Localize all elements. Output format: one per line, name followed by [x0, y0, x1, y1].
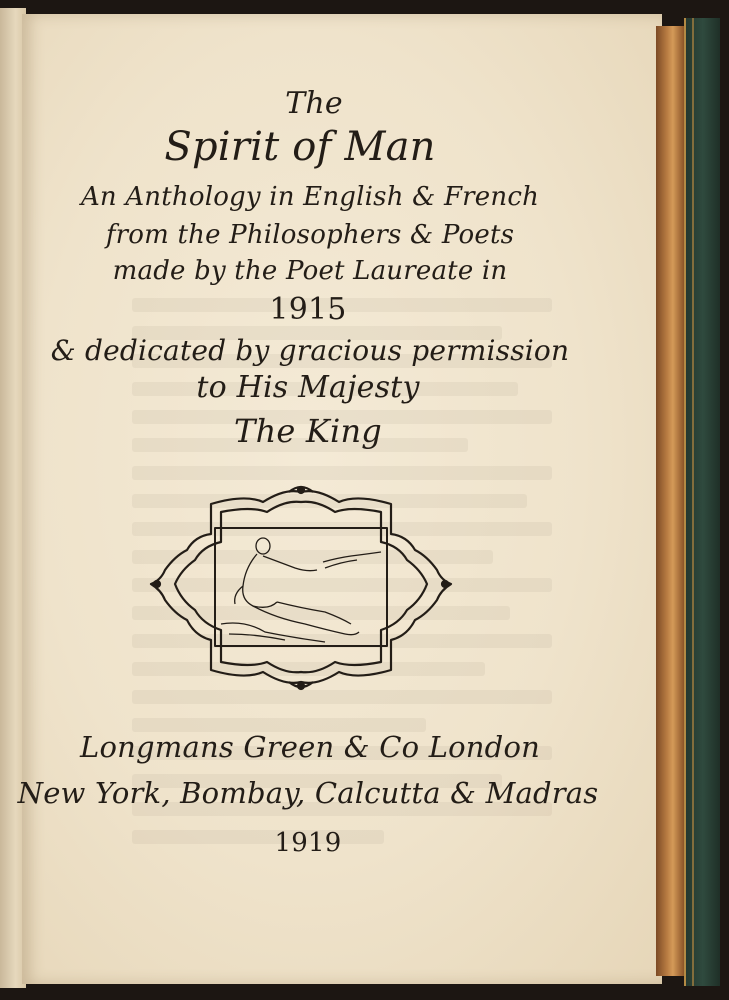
dedication-line-1: & dedicated by gracious permission	[50, 334, 570, 367]
gilt-page-edges	[656, 26, 684, 976]
publisher-line-2: New York, Bombay, Calcutta & Madras	[17, 776, 599, 810]
creation-of-adam-emblem-icon	[145, 484, 457, 692]
subtitle-line-3: made by the Poet Laureate in	[112, 256, 508, 286]
publication-date: 1919	[274, 828, 342, 858]
dedication-line-3: The King	[234, 412, 382, 450]
dedication-line-2: to His Majesty	[196, 370, 420, 405]
book-title: Spirit of Man	[164, 124, 436, 170]
compilation-year: 1915	[269, 292, 347, 327]
publisher-line-1: Longmans Green & Co London	[80, 730, 540, 764]
subtitle-line-2: from the Philosophers & Poets	[105, 220, 515, 250]
subtitle-line-1: An Anthology in English & French	[80, 182, 540, 212]
title-article: The	[285, 86, 343, 121]
leather-cover	[684, 18, 720, 986]
